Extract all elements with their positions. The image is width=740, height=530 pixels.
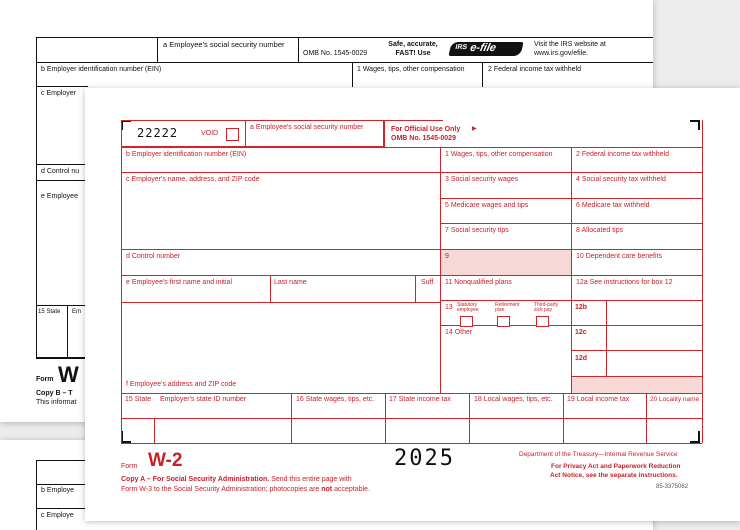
copy-b-label: Copy B – T xyxy=(36,390,73,397)
last-name-label: Last name xyxy=(274,279,307,286)
lower-employer-label-2: c Employe xyxy=(41,512,74,519)
box17-label: 17 State income tax xyxy=(389,396,451,403)
efile-logo xyxy=(449,42,524,56)
tax-year: 2025 xyxy=(394,446,455,471)
employer-name-label: c Employer's name, address, and ZIP code xyxy=(126,176,260,183)
arrow-icon: ▶ xyxy=(472,126,477,132)
employer-label: c Employer xyxy=(41,90,77,97)
privacy-notice-2: Act Notice, see the separate instructions. xyxy=(550,472,678,479)
box12b-label: 12b xyxy=(575,304,588,311)
box20-label: 20 Locality name xyxy=(650,396,700,403)
retirement-checkbox[interactable] xyxy=(497,316,510,327)
control-number-label: d Control number xyxy=(126,253,181,260)
box12c-label: 12c xyxy=(575,329,587,336)
copy-a-line2b: acceptable. xyxy=(332,486,370,493)
box4-label: 4 Social security tax withheld xyxy=(576,176,666,183)
official-use-label: For Official Use Only xyxy=(391,126,461,133)
form-label: Form xyxy=(36,376,54,383)
state-label: 15 State xyxy=(38,309,61,315)
ssn-label: a Employee's social security number xyxy=(250,124,364,131)
void-checkbox[interactable] xyxy=(226,128,239,141)
box15-label: 15 State xyxy=(125,396,152,403)
omb-number: OMB No. 1545-0029 xyxy=(303,50,368,57)
ssn-label: a Employee's social security number xyxy=(163,40,285,49)
copy-a-line2a: Form W-3 to the Social Security Administration; photocopies are xyxy=(121,486,322,493)
form-w2-title: W-2 xyxy=(148,450,183,471)
box2-label: 2 Federal income tax withheld xyxy=(488,66,581,73)
box7-label: 7 Social security tips xyxy=(445,227,509,234)
efile-text: e-file xyxy=(468,42,498,54)
retirement-label: Retirement plan xyxy=(495,302,520,313)
box19-label: 19 Local income tax xyxy=(567,396,630,403)
box1-label: 1 Wages, tips, other compensation xyxy=(357,66,465,73)
box18-label: 18 Local wages, tips, etc. xyxy=(474,396,553,403)
emp-label: Em xyxy=(72,309,81,315)
copy-a-rest: Send this entire page with xyxy=(269,476,352,483)
safe-label: Safe, accurate, FAST! Use xyxy=(388,41,438,57)
box8-label: 8 Allocated tips xyxy=(576,227,624,234)
box2-label: 2 Federal income tax withheld xyxy=(576,151,669,158)
form-word: Form xyxy=(121,463,138,470)
statutory-label: Statutory employee xyxy=(457,302,479,313)
suffix-label: Suff. xyxy=(421,279,436,286)
efile-irs-text: IRS xyxy=(454,44,468,51)
form-code-22222: 22222 xyxy=(137,126,179,140)
box5-label: 5 Medicare wages and tips xyxy=(445,202,529,209)
box9-label: 9 xyxy=(445,253,449,260)
employee-label: e Employee xyxy=(41,193,78,200)
third-party-checkbox[interactable] xyxy=(536,316,549,327)
box12d-label: 12d xyxy=(575,355,588,362)
lower-employer-label: b Employe xyxy=(41,487,75,494)
void-label: VOID xyxy=(201,130,219,137)
box11-label: 11 Nonqualified plans xyxy=(445,279,512,286)
box13-label: 13 xyxy=(445,304,453,311)
statutory-checkbox[interactable] xyxy=(460,316,473,327)
w2-copy-a-sheet xyxy=(85,88,740,521)
ssn-input[interactable] xyxy=(246,134,382,145)
copy-a-instructions xyxy=(121,475,370,495)
box16-label: 16 State wages, tips, etc. xyxy=(296,396,375,403)
omb-number: OMB No. 1545-0029 xyxy=(391,135,456,142)
catalog-number: 85-3375062 xyxy=(656,484,689,490)
box1-label: 1 Wages, tips, other compensation xyxy=(445,151,553,158)
ein-label: b Employer identification number (EIN) xyxy=(126,151,247,158)
copy-a-not: not xyxy=(321,486,333,493)
employee-first-name-label: e Employee's first name and initial xyxy=(126,279,232,286)
box12a-label: 12a See instructions for box 12 xyxy=(576,279,673,286)
visit-irs-label: Visit the IRS website at www.irs.gov/efile. xyxy=(534,41,606,57)
employee-address-label: f Employee's address and ZIP code xyxy=(126,381,237,388)
ein-label: b Employer identification number (EIN) xyxy=(41,66,162,73)
box3-label: 3 Social security wages xyxy=(445,176,519,183)
box10-label: 10 Dependent care benefits xyxy=(576,253,663,260)
third-party-label: Third-party sick pay xyxy=(534,302,559,313)
box14-label: 14 Other xyxy=(445,329,473,336)
box6-label: 6 Medicare tax withheld xyxy=(576,202,650,209)
copy-a-bold: Copy A – For Social Security Administration. xyxy=(121,476,270,483)
treasury-dept-label: Department of the Treasury—Internal Revenue Service xyxy=(519,451,678,458)
info-label: This informat xyxy=(36,399,77,406)
state-id-label: Employer's state ID number xyxy=(160,396,247,403)
form-w-title: W xyxy=(58,362,79,387)
control-label: d Control nu xyxy=(41,168,80,175)
privacy-notice-1: For Privacy Act and Paperwork Reduction xyxy=(551,463,681,470)
